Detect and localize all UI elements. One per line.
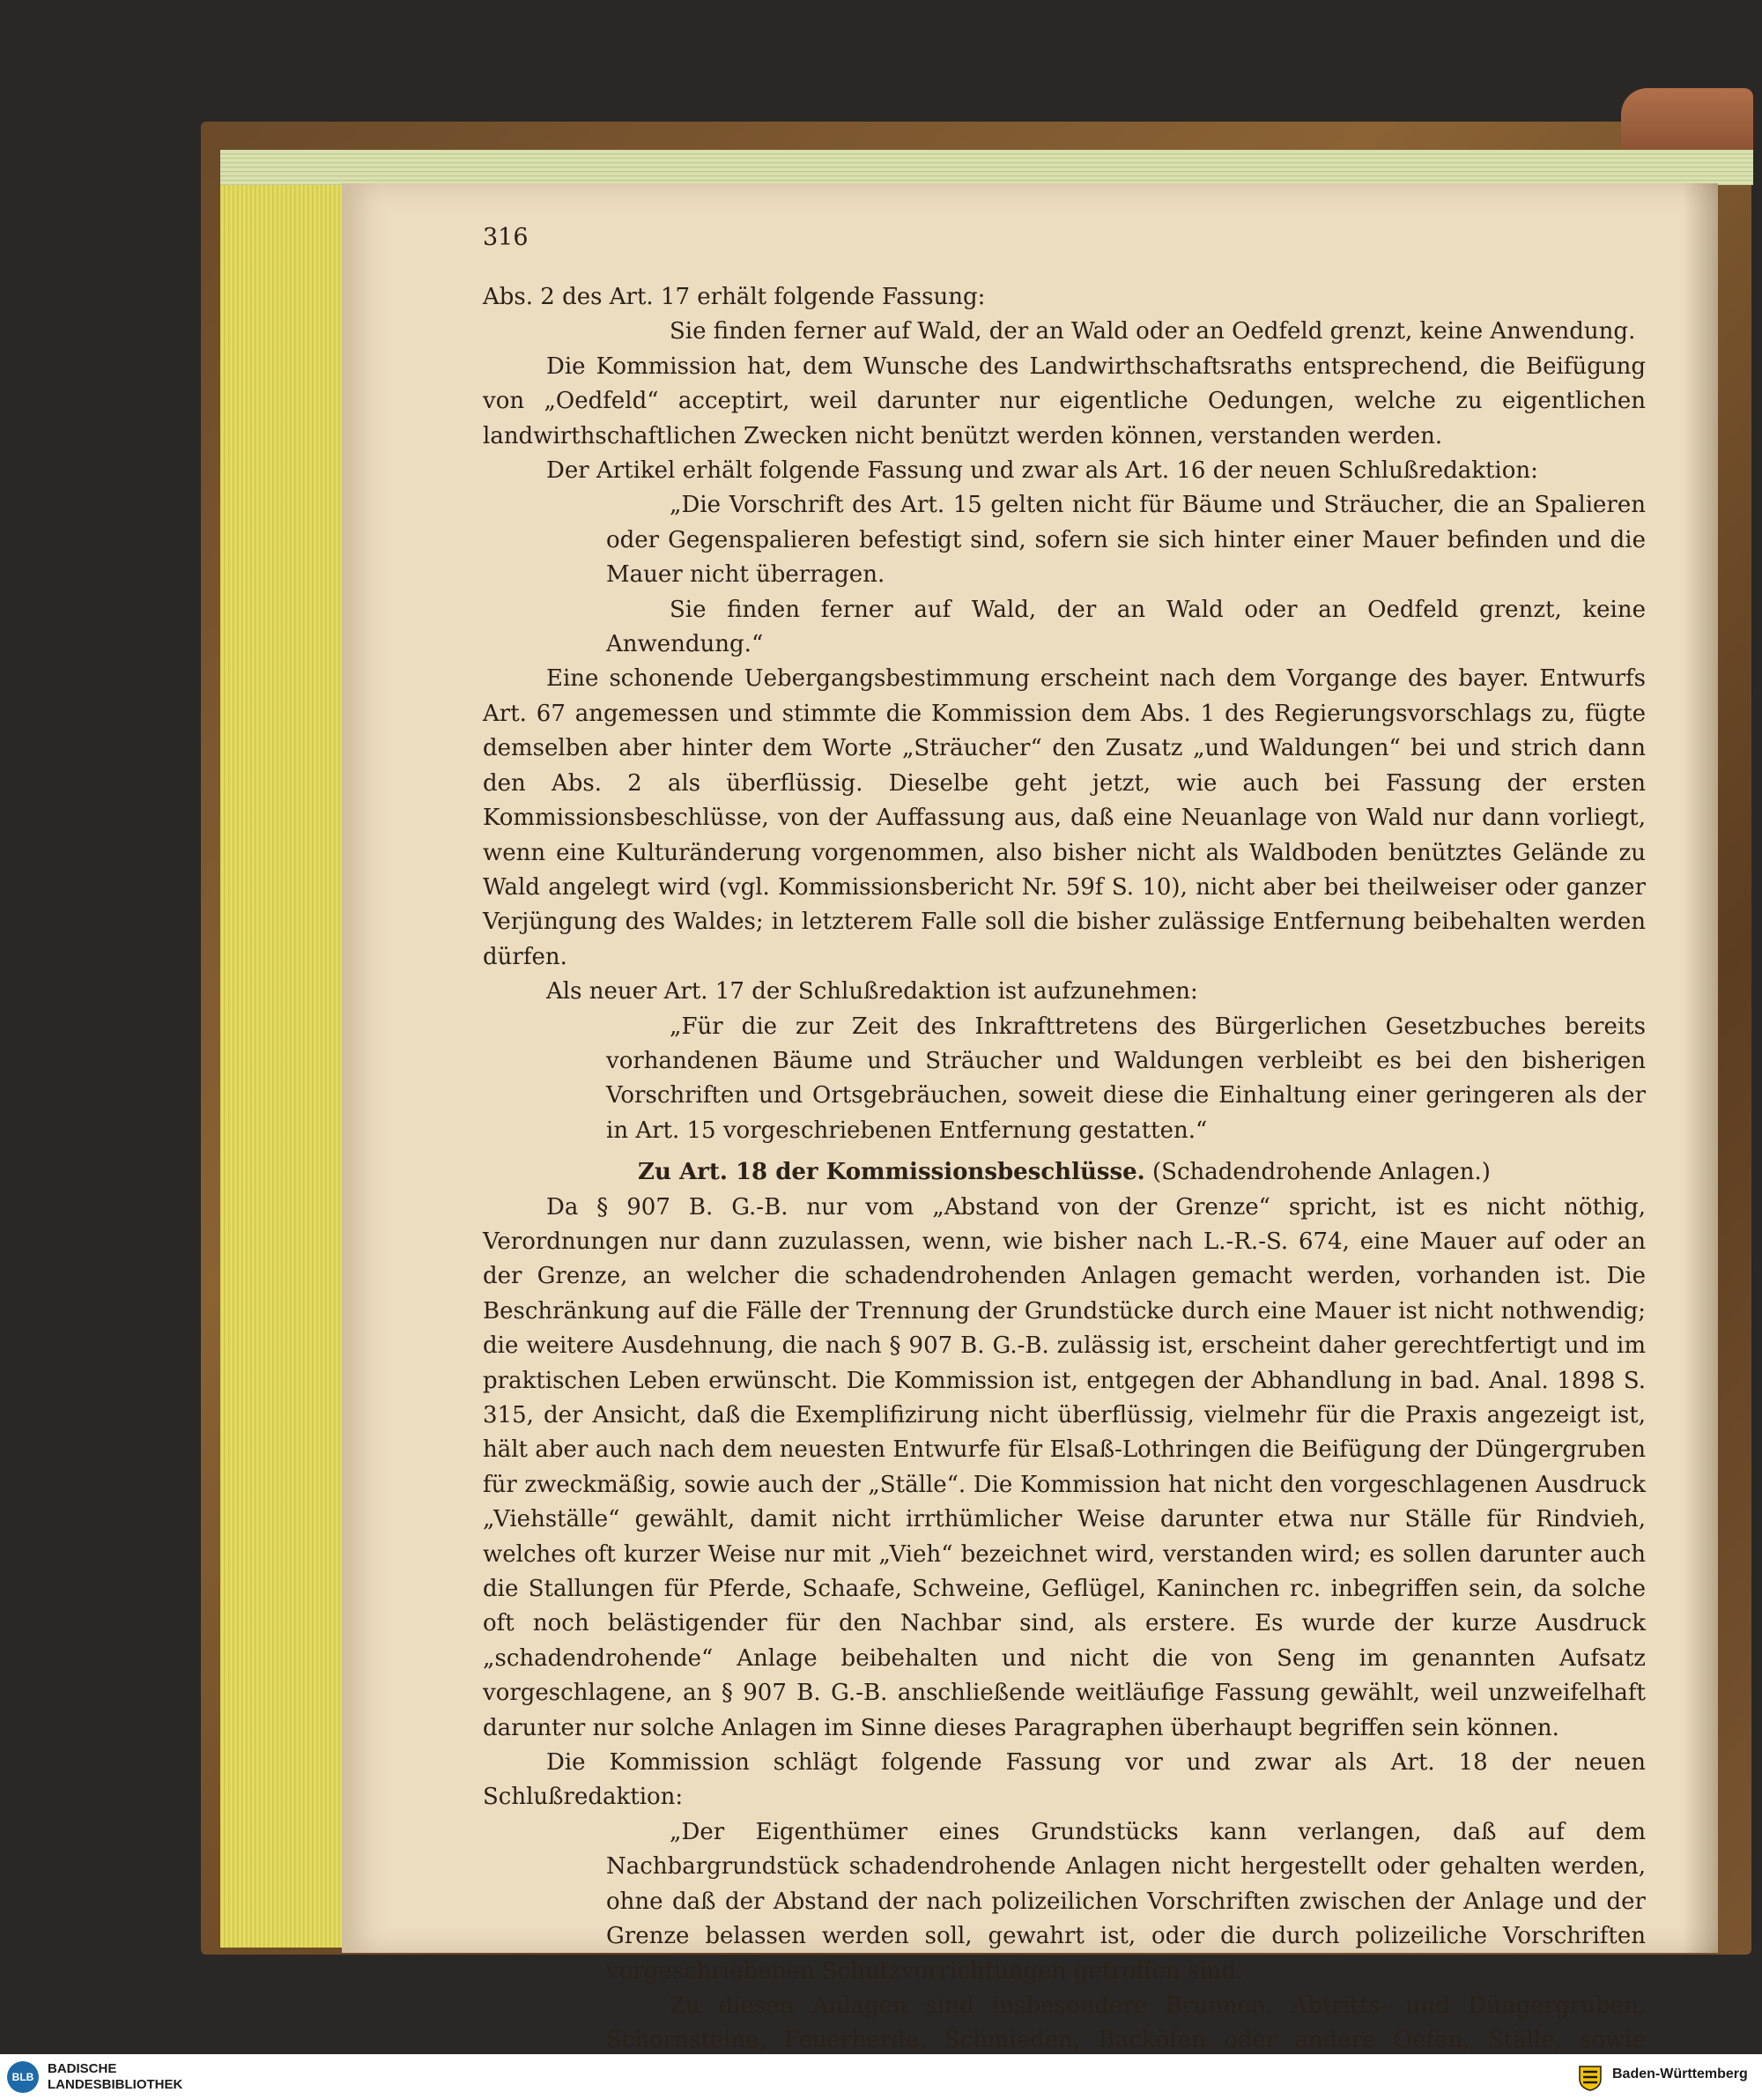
page-edge-left: [220, 150, 344, 1948]
page-gutter: [1683, 183, 1718, 1953]
quote-paragraph: Sie finden ferner auf Wald, der an Wald oder an Oedfeld grenzt, keine Anwendung.: [670, 318, 1636, 345]
institution-name-line1: BADISCHE: [48, 2061, 117, 2076]
paragraph: Abs. 2 des Art. 17 erhält folgende Fassung:: [483, 284, 986, 310]
quote-paragraph: „Die Vorschrift des Art. 15 gelten nicht für Bäume und Sträucher, die an Spalieren oder Gegenspalieren befestigt sind, sofern sie sich hinter einer Mauer befinden und die Mauer nicht überragen.: [606, 492, 1646, 589]
quote-paragraph: „Für die zur Zeit des Inkrafttretens des Bürgerlichen Gesetzbuches bereits vorhandenen Bäume und Sträucher und Waldungen verbleibt es bei den bisherigen Vorschriften und Ortsgebräuchen, soweit diese die Einhaltung einer geringeren als der in Art. 15 vorgeschriebenen Entfernung gestatten.“: [606, 1013, 1646, 1144]
section-heading: [483, 1155, 1646, 1190]
paragraph: Als neuer Art. 17 der Schlußredaktion ist aufzunehmen:: [546, 978, 1198, 1005]
institution-name[interactable]: [48, 2061, 182, 2093]
coat-of-arms-icon: [1577, 2063, 1603, 2091]
paragraph: Die Kommission hat, dem Wunsche des Landwirthschaftsraths entsprechend, die Beifügung von „Oedfeld“ acceptirt, weil darunter nur eigentliche Oedungen, welche zu eigentlichen landwirthschaftlichen Zwecken nicht benützt werden können, verstanden werden.: [483, 352, 1646, 449]
page-edge-top: [220, 150, 1753, 185]
page-text: [483, 280, 1646, 2093]
quote-paragraph: Sie finden ferner auf Wald, der an Wald oder an Oedfeld grenzt, keine Anwendung.“: [606, 596, 1646, 658]
section-heading-subtitle: (Schadendrohende Anlagen.): [1144, 1159, 1491, 1186]
paragraph: Die Kommission schlägt folgende Fassung vor und zwar als Art. 18 der neuen Schlußredaktion:: [483, 1749, 1646, 1811]
book-page: [342, 183, 1718, 2054]
quote-paragraph: Zu diesen Anlagen sind insbesondere Brunnen, Abtritts- und Düngergruben, Schornsteine, Feuerherde, Schmieden, Backöfen oder andere Oefen, Ställe, sowie: [606, 1992, 1646, 2054]
section-heading-title: Zu Art. 18 der Kommissionsbeschlüsse.: [638, 1159, 1145, 1186]
footer-bar: [0, 2054, 1762, 2100]
institution-name-line2: LANDESBIBLIOTHEK: [48, 2077, 183, 2092]
paragraph: Der Artikel erhält folgende Fassung und zwar als Art. 16 der neuen Schlußredaktion:: [546, 457, 1538, 485]
partner-name[interactable]: Baden-Württemberg: [1612, 2067, 1748, 2081]
paragraph: Eine schonende Uebergangsbestimmung erscheint nach dem Vorgange des bayer. Entwurfs Art. 67 angemessen und stimmte die Kommission dem Abs. 1 des Regierungsvorschlags zu, fügte demselben aber hinter dem Worte „Sträucher“ den Zusatz „und Waldungen“ bei und strich dann den Abs. 2 als überflüssig. Dieselbe geht jetzt, wie auch bei Fassung der ersten Kommissionsbeschlüsse, von der Auffassung aus, daß eine Neuanlage von Wald nur dann vorliegt, wenn eine Kulturänderung vorgenommen, also bisher nicht als Waldboden benütztes Gelände zu Wald angelegt wird (vgl. Kommissionsbericht Nr. 59f S. 10), nicht aber bei theilweiser oder ganzer Verjüngung des Waldes; in letzterem Falle soll die bisher zulässige Entfernung beibehalten werden dürfen.: [483, 665, 1646, 970]
blb-logo-icon[interactable]: BLB: [7, 2061, 39, 2093]
quote-paragraph: „Der Eigenthümer eines Grundstücks kann verlangen, daß auf dem Nachbargrundstück schadendrohende Anlagen nicht hergestellt oder gehalten werden, ohne daß der Abstand der nach polizeilichen Vorschriften zwischen der Anlage und der Grenze belassen werden soll, gewahrt ist, oder die durch polizeiliche Vorschriften vorgeschriebenen Schutzvorrichtungen getroffen sind.: [606, 1818, 1646, 1985]
page-number: 316: [483, 224, 529, 251]
paragraph: Da § 907 B. G.-B. nur vom „Abstand von der Grenze“ spricht, ist es nicht nöthig, Verordnungen nur dann zuzulassen, wenn, wie bisher nach L.-R.-S. 674, eine Mauer auf oder an der Grenze, an welcher die schadendrohenden Anlagen gemacht werden, vorhanden ist. Die Beschränkung auf die Fälle der Trennung der Grundstücke durch eine Mauer ist nicht nothwendig; die weitere Ausdehnung, die nach § 907 B. G.-B. zulässig ist, erscheint daher gerechtfertigt und im praktischen Leben erwünscht. Die Kommission ist, entgegen der Abhandlung in bad. Anal. 1898 S. 315, der Ansicht, daß die Exemplifizirung nicht überflüssig, vielmehr für die Praxis angezeigt ist, hält aber auch nach dem neuesten Entwurfe für Elsaß-Lothringen die Beifügung der Düngergruben für zweckmäßig, sowie auch der „Ställe“. Die Kommission hat nicht den vorgeschlagenen Ausdruck „Viehställe“ gewählt, damit nicht irrthümlicher Weise darunter etwa nur Ställe für Rindvieh, welches oft kurzer Weise nur mit „Vieh“ bezeichnet wird, verstanden wird; es sollen darunter auch die Stallungen für Pferde, Schaafe, Schweine, Geflügel, Kaninchen rc. inbegriffen sein, da solche oft noch belästigender für den Nachbar sind, als erstere. Es wurde der kurze Ausdruck „schadendrohende“ Anlage beibehalten und nicht die von Seng im genannten Aufsatz vorgeschlagene, an § 907 B. G.-B. anschließende weitläufige Fassung gewählt, weil unzweifelhaft darunter nur solche Anlagen im Sinne dieses Paragraphen überhaupt begriffen sein können.: [483, 1193, 1646, 1741]
